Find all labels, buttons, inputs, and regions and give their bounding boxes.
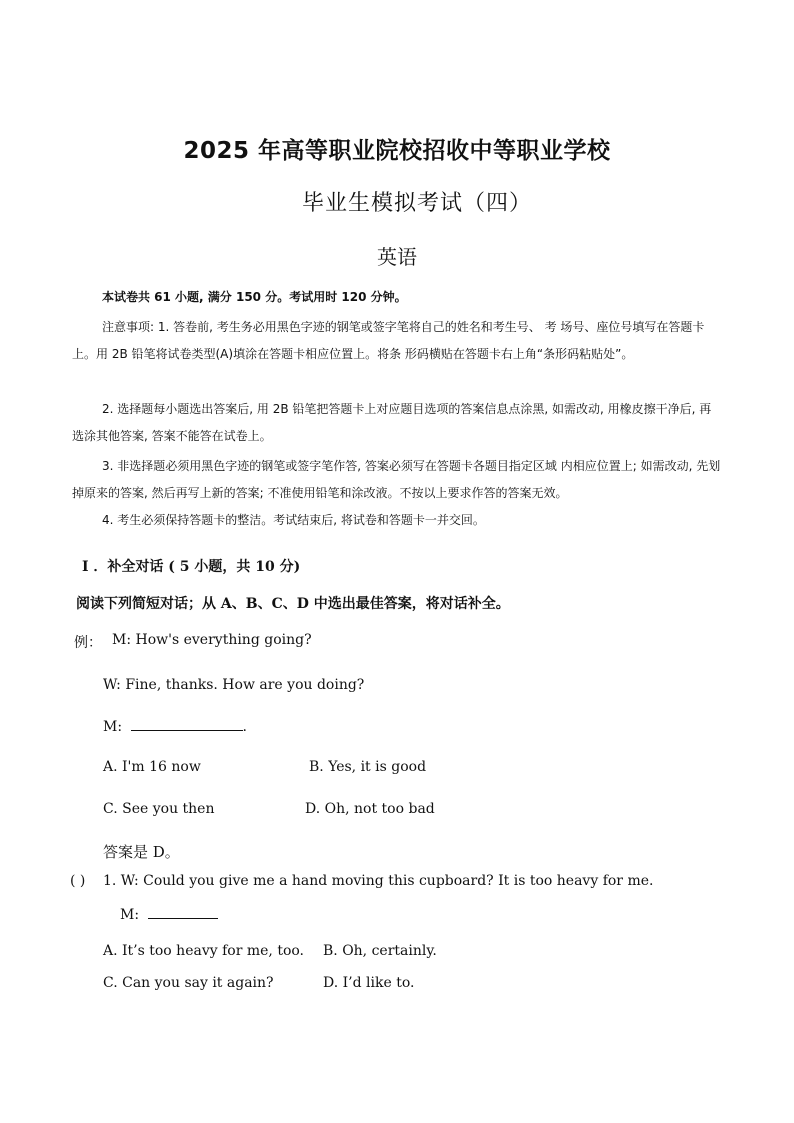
subject-heading: 英语 [377,245,417,269]
question-1-blank [148,904,218,919]
question-1-text: 1. W: Could you give me a hand moving this cupboard? It is too heavy for me. [103,873,654,889]
example-label: 例： [74,635,102,651]
example-speaker: M: [103,719,123,735]
example-answer-blank [131,716,243,731]
example-option-a: A. I'm 16 now [103,759,201,775]
example-option-d: D. Oh, not too bad [305,801,435,817]
section-heading: Ⅰ ．补全对话 ( 5 小题，共 10 分) [82,559,301,575]
question-1-option-c: C. Can you say it again? [103,975,274,991]
exam-subtitle: 毕业生模拟考试（四） [301,191,532,216]
instruction-note-4: 4. 考生必须保持答题卡的整洁。考试结束后, 将试卷和答题卡一并交回。 [102,513,485,527]
question-1-line-m [120,904,218,923]
example-option-c: C. See you then [103,801,215,817]
question-1-option-d: D. I’d like to. [323,975,415,991]
example-line-m2: M: . [103,716,247,735]
question-1-answer-paren: ( ) [70,873,86,889]
example-line-w: W: Fine, thanks. How are you doing? [103,677,365,693]
question-1-option-a: A. It’s too heavy for me, too. [103,943,305,959]
exam-intro: 本试卷共 61 小题, 满分 150 分。考试用时 120 分钟。 [102,290,407,304]
section-instruction: 阅读下列简短对话；从 A、B、C、D 中选出最佳答案，将对话补全。 [76,596,510,612]
question-1-option-b: B. Oh, certainly. [323,943,437,959]
question-1-speaker: M: [120,907,140,923]
instruction-note-2: 2. 选择题每小题选出答案后, 用 2B 铅笔把答题卡上对应题目选项的答案信息点涂黑, 如需改动, 用橡皮擦干净后, 再选涂其他答案, 答案不能答在试卷上。 [72,402,712,443]
instruction-note-1: 注意事项: 1. 答卷前, 考生务必用黑色字迹的钢笔或签字笔将自己的姓名和考生号、 考 场号、座位号填写在答题卡上。用 2B 铅笔将试卷类型(A)填涂在答题卡相应位置上。将条 形码横贴在答题卡右上角“条形码粘贴处”。 [72,320,705,361]
example-answer: 答案是 D。 [103,843,180,861]
example-option-b: B. Yes, it is good [309,759,427,775]
instruction-note-3: 3. 非选择题必须用黑色字迹的钢笔或签字笔作答, 答案必须写在答题卡各题目指定区域 内相应位置上; 如需改动, 先划掉原来的答案, 然后再写上新的答案; 不准使用铅笔和涂改液。不按以上要求作答的答案无效。 [72,459,721,500]
exam-title: 2025 年高等职业院校招收中等职业学校 [183,138,611,164]
example-line-m: M: How's everything going? [112,632,312,648]
